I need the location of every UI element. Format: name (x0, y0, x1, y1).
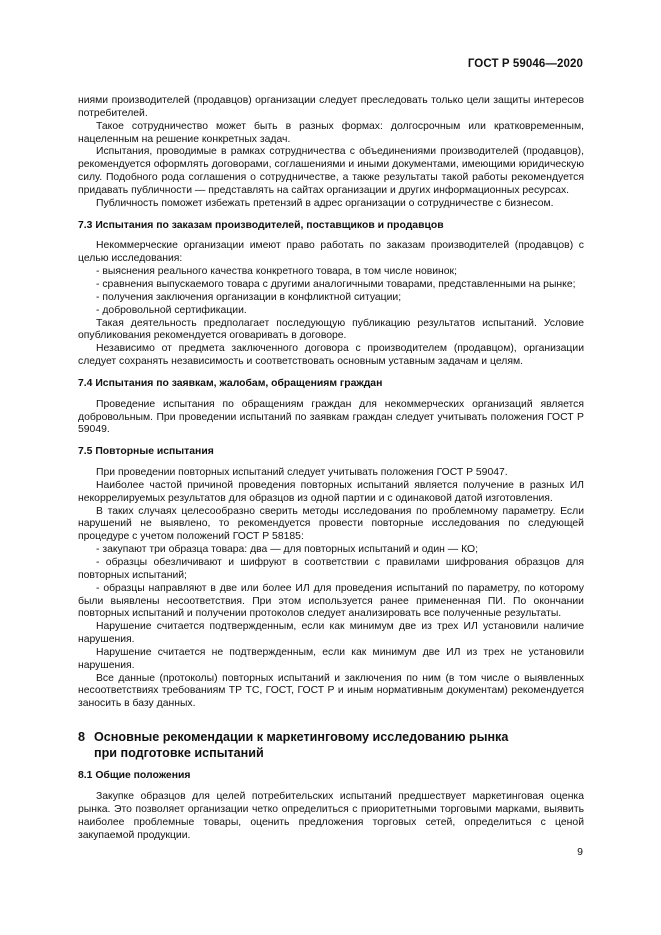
paragraph: Наиболее частой причиной проведения повторных испытаний является получение в разных ИЛ некоррелируемых результатов для образцов из одной партии и с одинаковой датой изготовления. (78, 479, 584, 504)
paragraph: Испытания, проводимые в рамках сотрудничества с объединениями производителей (продавцов), рекомендуется оформлять договорами, соглашениями и иными документами, имеющими юридическую силу. Подобного рода соглашения о сотрудничестве, а также результаты такой работы рекомендуется придавать публичности — представлять на сайтах организации и других информационных ресурсах. (78, 146, 584, 196)
paragraph: В таких случаях целесообразно сверить методы исследования по проблемному параметру. Если нарушений не выявлено, то рекомендуется провести повторные исследования по следующей процедуре с учетом положений ГОСТ Р 58185: (78, 505, 584, 543)
page-number: 9 (577, 846, 583, 858)
paragraph: Публичность поможет избежать претензий в адрес организации о сотрудничестве с бизнесом. (96, 197, 554, 209)
list-item: - выяснения реального качества конкретного товара, в том числе новинок; (96, 266, 457, 278)
paragraph: Нарушение считается не подтвержденным, если как минимум две ИЛ из трех не установили нарушения. (78, 646, 584, 671)
list-item: - получения заключения организации в конфликтной ситуации; (96, 291, 402, 303)
paragraph: Некоммерческие организации имеют право работать по заказам производителей (продавцов) с целью исследования: (78, 240, 584, 265)
list-item: - образцы обезличивают и шифруют в соответствии с правилами шифрования образцов для повторных испытаний; (78, 557, 584, 581)
section-number: 8 (78, 730, 86, 745)
paragraph: Независимо от предмета заключенного договора с производителем (продавцом), организации следует сохранять независимость и соответствовать основным уставным задачам и целям. (78, 343, 584, 368)
subsection-heading-7-5: 7.5 Повторные испытания (78, 446, 214, 458)
subsection-heading-7-4: 7.4 Испытания по заявкам, жалобам, обращениям граждан (78, 377, 383, 389)
paragraph: Все данные (протоколы) повторных испытаний и заключения по ним (в том числе о выявленных несоответствиях требованиям ТР ТС, ГОСТ, ГОСТ Р и иным нормативным документам) рекомендуется заносить в базу данных. (78, 672, 584, 710)
paragraph: ниями производителей (продавцов) организации следует преследовать только цели защиты интересов потребителей. (78, 95, 584, 119)
paragraph: Проведение испытания по обращениям граждан для некоммерческих организаций является добровольным. При проведении испытаний по заявкам граждан следует учитывать положения ГОСТ Р 59049. (78, 398, 584, 436)
paragraph: Закупке образцов для целей потребительских испытаний предшествует маркетинговая оценка рынка. Это позволяет организации четко определиться с приоритетными торговыми марками, выявить наиболее проблемные товары, оценить предложения торговых сетей, определиться с ценой закупаемой продукции. (78, 790, 584, 841)
list-item: - сравнения выпускаемого товара с другими аналогичными товарами, представленными на рынке; (96, 278, 576, 290)
page-content (78, 95, 584, 842)
paragraph: При проведении повторных испытаний следует учитывать положения ГОСТ Р 59047. (96, 467, 508, 479)
section-heading-8 (78, 729, 584, 761)
paragraph: Такая деятельность предполагает последующую публикацию результатов испытаний. Условие опубликования рекомендуется оговаривать в договоре. (78, 317, 584, 342)
section-title-line1: Основные рекомендации к маркетинговому исследованию рынка (94, 730, 509, 745)
list-item: - образцы направляют в две или более ИЛ для проведения испытаний по параметру, по которому были выявлены несоответствия. При этом используется ранее примененная ПИ. По окончании повторных испытаний и получении протоколов следует анализировать все полученные результаты. (78, 582, 584, 620)
section-heading-line (78, 729, 584, 745)
subsection-heading-7-3: 7.3 Испытания по заказам производителей, поставщиков и продавцов (78, 219, 444, 231)
paragraph: Такое сотрудничество может быть в разных формах: долгосрочным или кратковременным, нацеленным на решение конкретных задач. (78, 120, 584, 145)
section-title-line2: при подготовке испытаний (94, 746, 264, 761)
document-designation: ГОСТ Р 59046—2020 (467, 58, 583, 70)
list-item: - добровольной сертификации. (96, 304, 247, 316)
list-item: - закупают три образца товара: два — для повторных испытаний и один — КО; (96, 544, 478, 556)
subsection-heading-8-1: 8.1 Общие положения (78, 770, 191, 782)
paragraph: Нарушение считается подтвержденным, если как минимум две из трех ИЛ установили наличие нарушения. (78, 621, 584, 646)
